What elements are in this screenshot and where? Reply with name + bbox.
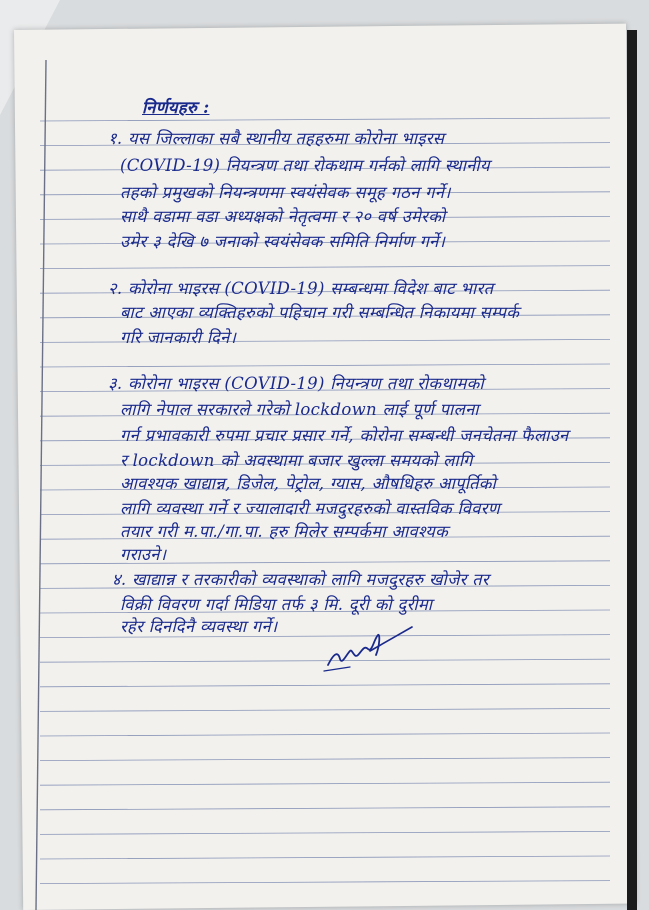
rule-line <box>40 143 610 146</box>
text-line: विक्री विवरण गर्दा मिडिया तर्फ ३ मि. दूरी को दुरीमा <box>120 595 433 614</box>
rule-line <box>40 782 610 785</box>
rule-line <box>40 192 610 195</box>
rule-line <box>40 733 610 736</box>
text-line: तयार गरी म.पा./गा.पा. हरु मिलेर सम्पर्कमा आवश्यक <box>120 522 449 541</box>
text-line: ४. खाद्यान्न र तरकारीको व्यवस्थाको लागि मजदुरहरु खोजेर तर <box>112 570 489 589</box>
text-line: तहको प्रमुखको नियन्त्रणमा स्वयंसेवक समूह गठन गर्ने। <box>120 183 451 202</box>
rule-line <box>40 462 610 465</box>
text-line: र lockdown को अवस्थामा बजार खुल्ला समयको लागि <box>120 451 473 470</box>
text-line: २. कोरोना भाइरस (COVID-19) सम्बन्धमा विदेश बाट भारत <box>108 279 494 298</box>
rule-line <box>40 807 610 810</box>
text-line: गराउने। <box>120 545 167 564</box>
text-line: गरि जानकारी दिने। <box>120 328 237 347</box>
rule-line <box>40 438 610 441</box>
rule-line <box>40 708 610 711</box>
heading: निर्णयहरु : <box>142 98 210 117</box>
margin-line <box>36 60 46 910</box>
text-line: १. यस जिल्लाका सबै स्थानीय तहहरुमा कोरोना भाइरस <box>108 129 445 148</box>
rule-line <box>40 413 610 416</box>
text-line: रहेर दिनदिनै व्यवस्था गर्ने। <box>120 617 278 636</box>
rule-line <box>40 216 610 219</box>
rule-line <box>40 290 610 293</box>
rule-line <box>40 487 610 490</box>
signature <box>320 615 420 675</box>
rule-line <box>40 118 610 121</box>
rule-line <box>40 856 610 859</box>
rule-line <box>40 831 610 834</box>
rule-line <box>40 561 610 564</box>
rule-line <box>40 241 610 244</box>
text-line: गर्न प्रभावकारी रुपमा प्रचार प्रसार गर्ने, कोरोना सम्बन्धी जनचेतना फैलाउन <box>120 426 569 445</box>
rule-line <box>40 536 610 539</box>
text-line: लागि नेपाल सरकारले गरेको lockdown लाई पूर्ण पालना <box>120 400 479 419</box>
text-line: आवश्यक खाद्यान्न, डिजेल, पेट्रोल, ग्यास, औषधिहरु आपूर्तिको <box>120 474 497 493</box>
text-line: बाट आएका व्यक्तिहरुको पहिचान गरी सम्बन्धित निकायमा सम्पर्क <box>120 303 520 322</box>
text-line: उमेर ३ देखि ७ जनाको स्वयंसेवक समिति निर्माण गर्ने। <box>120 232 446 251</box>
rule-line <box>40 266 610 269</box>
rule-line <box>40 758 610 761</box>
rule-line <box>40 684 610 687</box>
text-line: लागि व्यवस्था गर्ने र ज्यालादारी मजदुरहरुको वास्तविक विवरण <box>120 499 501 518</box>
text-line: (COVID-19) नियन्त्रण तथा रोकथाम गर्नको लागि स्थानीय <box>120 156 490 175</box>
rule-line <box>40 389 610 392</box>
rule-line <box>40 512 610 515</box>
rule-line <box>40 315 610 318</box>
rule-line <box>40 167 610 170</box>
rule-line <box>40 881 610 884</box>
rule-line <box>40 610 610 613</box>
rule-line <box>40 339 610 342</box>
text-line: साथै वडामा वडा अध्यक्षको नेतृत्वमा र २० वर्ष उमेरको <box>120 207 446 226</box>
rule-line <box>40 364 610 367</box>
rule-line <box>40 585 610 588</box>
text-line: ३. कोरोना भाइरस (COVID-19) नियन्त्रण तथा रोकथामको <box>108 374 484 393</box>
